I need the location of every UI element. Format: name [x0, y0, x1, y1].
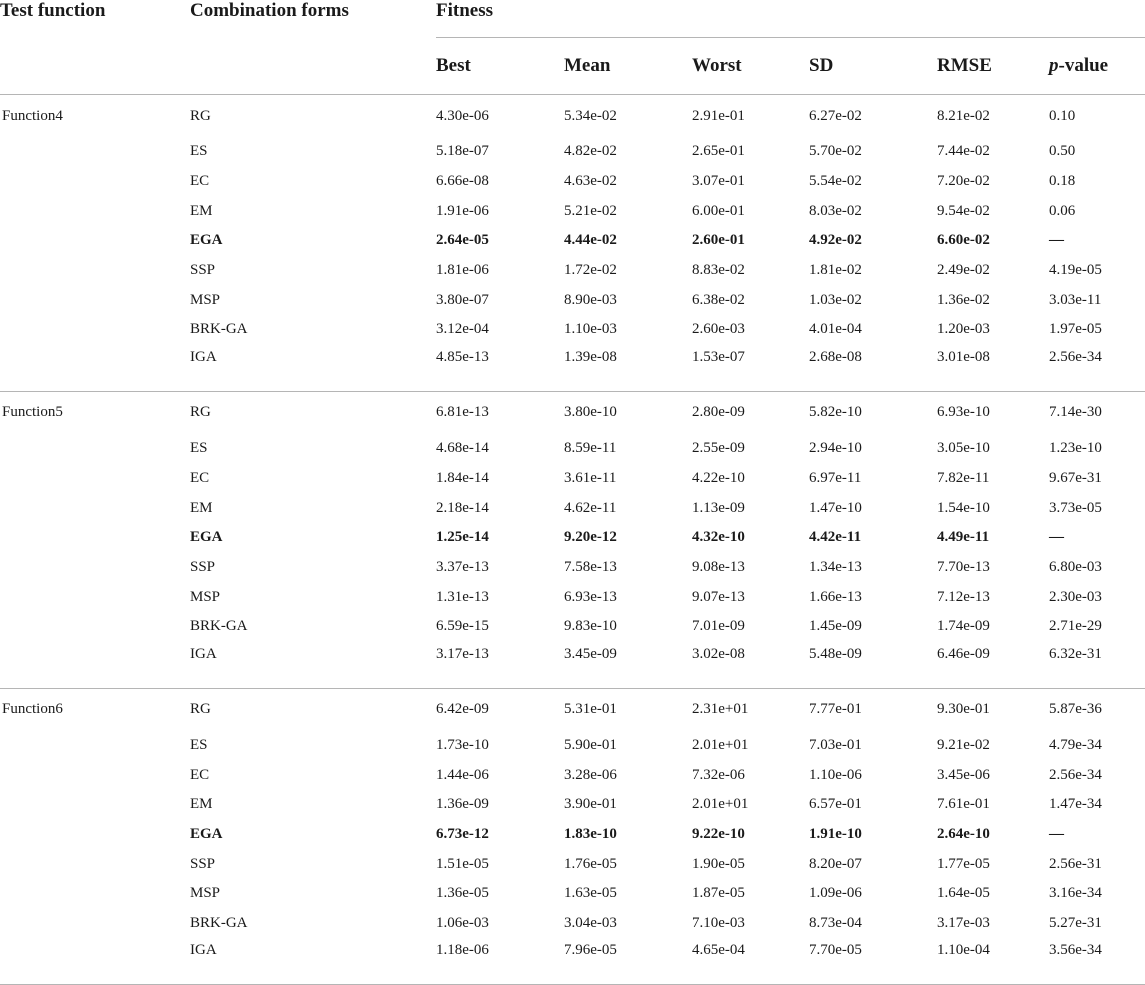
- worst-cell: 9.22e-10: [692, 826, 745, 843]
- sd-cell: 7.03e-01: [809, 736, 862, 753]
- mean-cell: 4.63e-02: [564, 173, 617, 190]
- header-best: Best: [436, 38, 564, 95]
- sd-cell: 1.91e-10: [809, 826, 862, 843]
- table-header: [0, 0, 1145, 95]
- rmse-cell: 9.21e-02: [937, 736, 990, 753]
- table-row: [0, 879, 1145, 909]
- p-value-cell: 7.14e-30: [1049, 404, 1102, 421]
- test-function-cell: [0, 523, 190, 553]
- p-value-cell: 0.06: [1049, 202, 1076, 219]
- header-mean: Mean: [564, 38, 692, 95]
- worst-cell: 2.60e-03: [692, 321, 745, 338]
- table-row: [0, 434, 1145, 464]
- header-test-function: Test function: [0, 0, 190, 95]
- rmse-cell: 6.60e-02: [937, 232, 990, 249]
- best-cell: 1.36e-05: [436, 885, 489, 902]
- mean-cell: 3.28e-06: [564, 766, 617, 783]
- p-value-cell: 2.71e-29: [1049, 618, 1102, 635]
- worst-cell: 1.53e-07: [692, 348, 745, 365]
- sd-cell: 1.09e-06: [809, 885, 862, 902]
- sd-cell: 2.68e-08: [809, 348, 862, 365]
- best-cell: 1.44e-06: [436, 766, 489, 783]
- p-value-italic: p: [1049, 55, 1059, 76]
- best-cell: 2.18e-14: [436, 499, 489, 516]
- p-value-cell: 2.56e-31: [1049, 855, 1102, 872]
- best-cell: 1.31e-13: [436, 588, 489, 605]
- test-function-cell: Function5: [2, 404, 63, 421]
- table-row: [0, 731, 1145, 761]
- sd-cell: 8.73e-04: [809, 915, 862, 932]
- rmse-cell: 3.05e-10: [937, 440, 990, 457]
- test-function-cell: [0, 137, 190, 167]
- p-value-cell: 1.23e-10: [1049, 440, 1102, 457]
- best-cell: 3.12e-04: [436, 321, 489, 338]
- worst-cell: 1.87e-05: [692, 885, 745, 902]
- mean-cell: 7.58e-13: [564, 558, 617, 575]
- table-row: [0, 95, 1145, 138]
- worst-cell: 4.22e-10: [692, 469, 745, 486]
- worst-cell: 4.65e-04: [692, 942, 745, 959]
- best-cell: 1.84e-14: [436, 469, 489, 486]
- p-value-cell: 0.18: [1049, 173, 1076, 190]
- best-cell: 3.37e-13: [436, 558, 489, 575]
- sd-cell: 7.77e-01: [809, 701, 862, 718]
- best-cell: 1.91e-06: [436, 202, 489, 219]
- sd-cell: 5.82e-10: [809, 404, 862, 421]
- table-row: [0, 167, 1145, 197]
- combination-form-cell: MSP: [190, 588, 221, 605]
- rmse-cell: 7.20e-02: [937, 173, 990, 190]
- best-cell: 1.73e-10: [436, 736, 489, 753]
- test-function-cell: [0, 553, 190, 583]
- best-cell: 6.59e-15: [436, 618, 489, 635]
- p-value-cell: 3.73e-05: [1049, 499, 1102, 516]
- p-value-cell: —: [1049, 529, 1064, 546]
- best-cell: 4.30e-06: [436, 107, 489, 124]
- table-row: [0, 391, 1145, 434]
- combination-form-cell: EC: [190, 173, 210, 190]
- test-function-cell: [0, 938, 190, 985]
- sd-cell: 2.94e-10: [809, 440, 862, 457]
- mean-cell: 6.93e-13: [564, 588, 617, 605]
- combination-form-cell: IGA: [190, 348, 217, 365]
- test-function-cell: [0, 315, 190, 345]
- worst-cell: 7.01e-09: [692, 618, 745, 635]
- header-sd: SD: [809, 38, 937, 95]
- sd-cell: 4.01e-04: [809, 321, 862, 338]
- worst-cell: 2.31e+01: [692, 701, 749, 718]
- mean-cell: 4.62e-11: [564, 499, 617, 516]
- mean-cell: 3.80e-10: [564, 404, 617, 421]
- rmse-cell: 1.64e-05: [937, 885, 990, 902]
- worst-cell: 2.01e+01: [692, 736, 749, 753]
- sd-cell: 5.48e-09: [809, 645, 862, 662]
- p-value-cell: 6.32e-31: [1049, 645, 1102, 662]
- worst-cell: 2.01e+01: [692, 796, 749, 813]
- combination-form-cell: BRK-GA: [190, 618, 248, 635]
- table-row: [0, 226, 1145, 256]
- mean-cell: 3.61e-11: [564, 469, 617, 486]
- sd-cell: 8.20e-07: [809, 855, 862, 872]
- mean-cell: 1.72e-02: [564, 262, 617, 279]
- rmse-cell: 6.93e-10: [937, 404, 990, 421]
- best-cell: 2.64e-05: [436, 232, 489, 249]
- table-row: [0, 493, 1145, 523]
- mean-cell: 1.76e-05: [564, 855, 617, 872]
- rmse-cell: 8.21e-02: [937, 107, 990, 124]
- test-function-cell: [0, 849, 190, 879]
- rmse-cell: 7.70e-13: [937, 558, 990, 575]
- test-function-cell: [0, 493, 190, 523]
- worst-cell: 3.02e-08: [692, 645, 745, 662]
- combination-form-cell: EGA: [190, 232, 223, 249]
- table-row: [0, 285, 1145, 315]
- rmse-cell: 4.49e-11: [937, 529, 990, 546]
- combination-form-cell: BRK-GA: [190, 915, 248, 932]
- test-function-cell: [0, 612, 190, 642]
- combination-form-cell: SSP: [190, 558, 216, 575]
- rmse-cell: 3.45e-06: [937, 766, 990, 783]
- mean-cell: 8.59e-11: [564, 440, 617, 457]
- header-worst: Worst: [692, 38, 809, 95]
- combination-form-cell: MSP: [190, 885, 221, 902]
- test-function-cell: [0, 434, 190, 464]
- best-cell: 4.68e-14: [436, 440, 489, 457]
- sd-cell: 1.10e-06: [809, 766, 862, 783]
- combination-form-cell: ES: [190, 736, 208, 753]
- p-value-cell: 9.67e-31: [1049, 469, 1102, 486]
- table-row: [0, 612, 1145, 642]
- table-row: [0, 582, 1145, 612]
- table-row: [0, 196, 1145, 226]
- mean-cell: 1.10e-03: [564, 321, 617, 338]
- mean-cell: 9.83e-10: [564, 618, 617, 635]
- p-value-cell: 3.03e-11: [1049, 291, 1102, 308]
- worst-cell: 2.91e-01: [692, 107, 745, 124]
- p-value-cell: 0.10: [1049, 107, 1076, 124]
- rmse-cell: 2.64e-10: [937, 826, 990, 843]
- mean-cell: 5.90e-01: [564, 736, 617, 753]
- p-value-cell: 5.87e-36: [1049, 701, 1102, 718]
- worst-cell: 1.90e-05: [692, 855, 745, 872]
- worst-cell: 2.65e-01: [692, 143, 745, 160]
- p-value-cell: —: [1049, 826, 1064, 843]
- table-row: [0, 256, 1145, 286]
- rmse-cell: 6.46e-09: [937, 645, 990, 662]
- table-row: [0, 909, 1145, 939]
- test-function-cell: [0, 256, 190, 286]
- test-function-cell: [0, 820, 190, 850]
- mean-cell: 1.63e-05: [564, 885, 617, 902]
- worst-cell: 2.60e-01: [692, 232, 745, 249]
- worst-cell: 1.13e-09: [692, 499, 745, 516]
- worst-cell: 3.07e-01: [692, 173, 745, 190]
- p-value-suffix: -value: [1058, 55, 1109, 76]
- rmse-cell: 1.54e-10: [937, 499, 990, 516]
- p-value-cell: 4.19e-05: [1049, 262, 1102, 279]
- mean-cell: 3.04e-03: [564, 915, 617, 932]
- header-combination-forms: Combination forms: [190, 0, 436, 95]
- table-row: [0, 523, 1145, 553]
- mean-cell: 3.90e-01: [564, 796, 617, 813]
- combination-form-cell: EC: [190, 766, 210, 783]
- table-row: [0, 642, 1145, 689]
- best-cell: 1.25e-14: [436, 529, 489, 546]
- p-value-cell: 2.30e-03: [1049, 588, 1102, 605]
- table-row: [0, 790, 1145, 820]
- rmse-cell: 1.10e-04: [937, 942, 990, 959]
- function-group: [0, 391, 1145, 688]
- best-cell: 6.42e-09: [436, 701, 489, 718]
- rmse-cell: 7.82e-11: [937, 469, 990, 486]
- rmse-cell: 3.01e-08: [937, 348, 990, 365]
- mean-cell: 8.90e-03: [564, 291, 617, 308]
- p-value-cell: 4.79e-34: [1049, 736, 1102, 753]
- test-function-cell: [0, 790, 190, 820]
- test-function-cell: Function4: [2, 107, 63, 124]
- best-cell: 3.80e-07: [436, 291, 489, 308]
- p-value-cell: 3.56e-34: [1049, 942, 1102, 959]
- sd-cell: 1.34e-13: [809, 558, 862, 575]
- rmse-cell: 7.44e-02: [937, 143, 990, 160]
- sd-cell: 1.47e-10: [809, 499, 862, 516]
- combination-form-cell: BRK-GA: [190, 321, 248, 338]
- combination-form-cell: RG: [190, 404, 211, 421]
- mean-cell: 5.34e-02: [564, 107, 617, 124]
- p-value-cell: —: [1049, 232, 1064, 249]
- table-row: [0, 345, 1145, 392]
- best-cell: 1.36e-09: [436, 796, 489, 813]
- p-value-cell: 1.47e-34: [1049, 796, 1102, 813]
- rmse-cell: 9.30e-01: [937, 701, 990, 718]
- combination-form-cell: ES: [190, 440, 208, 457]
- sd-cell: 4.42e-11: [809, 529, 862, 546]
- p-value-cell: 2.56e-34: [1049, 348, 1102, 365]
- test-function-cell: [0, 285, 190, 315]
- sd-cell: 1.45e-09: [809, 618, 862, 635]
- combination-form-cell: EGA: [190, 529, 223, 546]
- header-fitness: Fitness: [436, 0, 1145, 38]
- worst-cell: 6.38e-02: [692, 291, 745, 308]
- sd-cell: 5.70e-02: [809, 143, 862, 160]
- best-cell: 5.18e-07: [436, 143, 489, 160]
- test-function-cell: [0, 196, 190, 226]
- worst-cell: 4.32e-10: [692, 529, 745, 546]
- table-row: [0, 849, 1145, 879]
- combination-form-cell: IGA: [190, 942, 217, 959]
- sd-cell: 6.97e-11: [809, 469, 862, 486]
- p-value-cell: 0.50: [1049, 143, 1076, 160]
- test-function-cell: [0, 345, 190, 392]
- best-cell: 6.81e-13: [436, 404, 489, 421]
- header-p-value: [1049, 38, 1145, 95]
- mean-cell: 4.44e-02: [564, 232, 617, 249]
- best-cell: 1.18e-06: [436, 942, 489, 959]
- combination-form-cell: EM: [190, 202, 213, 219]
- mean-cell: 1.39e-08: [564, 348, 617, 365]
- worst-cell: 2.55e-09: [692, 440, 745, 457]
- mean-cell: 5.31e-01: [564, 701, 617, 718]
- worst-cell: 9.07e-13: [692, 588, 745, 605]
- table-row: [0, 688, 1145, 731]
- combination-form-cell: EM: [190, 499, 213, 516]
- mean-cell: 3.45e-09: [564, 645, 617, 662]
- mean-cell: 7.96e-05: [564, 942, 617, 959]
- rmse-cell: 1.77e-05: [937, 855, 990, 872]
- rmse-cell: 3.17e-03: [937, 915, 990, 932]
- combination-form-cell: MSP: [190, 291, 221, 308]
- p-value-cell: 3.16e-34: [1049, 885, 1102, 902]
- rmse-cell: 9.54e-02: [937, 202, 990, 219]
- sd-cell: 4.92e-02: [809, 232, 862, 249]
- p-value-cell: 5.27e-31: [1049, 915, 1102, 932]
- test-function-cell: [0, 760, 190, 790]
- combination-form-cell: ES: [190, 143, 208, 160]
- best-cell: 6.66e-08: [436, 173, 489, 190]
- function-group: [0, 688, 1145, 985]
- combination-form-cell: EM: [190, 796, 213, 813]
- rmse-cell: 1.74e-09: [937, 618, 990, 635]
- rmse-cell: 2.49e-02: [937, 262, 990, 279]
- best-cell: 3.17e-13: [436, 645, 489, 662]
- table-row: [0, 464, 1145, 494]
- sd-cell: 6.57e-01: [809, 796, 862, 813]
- sd-cell: 1.81e-02: [809, 262, 862, 279]
- table-row: [0, 938, 1145, 985]
- sd-cell: 1.66e-13: [809, 588, 862, 605]
- combination-form-cell: SSP: [190, 262, 216, 279]
- p-value-cell: 6.80e-03: [1049, 558, 1102, 575]
- sd-cell: 7.70e-05: [809, 942, 862, 959]
- p-value-cell: 2.56e-34: [1049, 766, 1102, 783]
- best-cell: 1.51e-05: [436, 855, 489, 872]
- best-cell: 1.81e-06: [436, 262, 489, 279]
- test-function-cell: [0, 582, 190, 612]
- table-row: [0, 137, 1145, 167]
- test-function-cell: Function6: [2, 701, 63, 718]
- test-function-cell: [0, 642, 190, 689]
- worst-cell: 7.32e-06: [692, 766, 745, 783]
- combination-form-cell: RG: [190, 701, 211, 718]
- table-row: [0, 315, 1145, 345]
- combination-form-cell: EC: [190, 469, 210, 486]
- rmse-cell: 1.20e-03: [937, 321, 990, 338]
- rmse-cell: 7.12e-13: [937, 588, 990, 605]
- worst-cell: 8.83e-02: [692, 262, 745, 279]
- combination-form-cell: IGA: [190, 645, 217, 662]
- combination-form-cell: EGA: [190, 826, 223, 843]
- mean-cell: 1.83e-10: [564, 826, 617, 843]
- sd-cell: 5.54e-02: [809, 173, 862, 190]
- sd-cell: 6.27e-02: [809, 107, 862, 124]
- test-function-cell: [0, 879, 190, 909]
- rmse-cell: 7.61e-01: [937, 796, 990, 813]
- mean-cell: 5.21e-02: [564, 202, 617, 219]
- combination-form-cell: RG: [190, 107, 211, 124]
- p-value-cell: 1.97e-05: [1049, 321, 1102, 338]
- function-group: [0, 95, 1145, 392]
- worst-cell: 6.00e-01: [692, 202, 745, 219]
- test-function-cell: [0, 167, 190, 197]
- best-cell: 1.06e-03: [436, 915, 489, 932]
- table-row: [0, 820, 1145, 850]
- sd-cell: 1.03e-02: [809, 291, 862, 308]
- test-function-cell: [0, 226, 190, 256]
- test-function-cell: [0, 731, 190, 761]
- best-cell: 4.85e-13: [436, 348, 489, 365]
- table-row: [0, 553, 1145, 583]
- header-rmse: RMSE: [937, 38, 1049, 95]
- combination-form-cell: SSP: [190, 855, 216, 872]
- test-function-cell: [0, 909, 190, 939]
- worst-cell: 9.08e-13: [692, 558, 745, 575]
- table-row: [0, 760, 1145, 790]
- sd-cell: 8.03e-02: [809, 202, 862, 219]
- mean-cell: 4.82e-02: [564, 143, 617, 160]
- mean-cell: 9.20e-12: [564, 529, 617, 546]
- test-function-cell: [0, 464, 190, 494]
- worst-cell: 2.80e-09: [692, 404, 745, 421]
- worst-cell: 7.10e-03: [692, 915, 745, 932]
- rmse-cell: 1.36e-02: [937, 291, 990, 308]
- best-cell: 6.73e-12: [436, 826, 489, 843]
